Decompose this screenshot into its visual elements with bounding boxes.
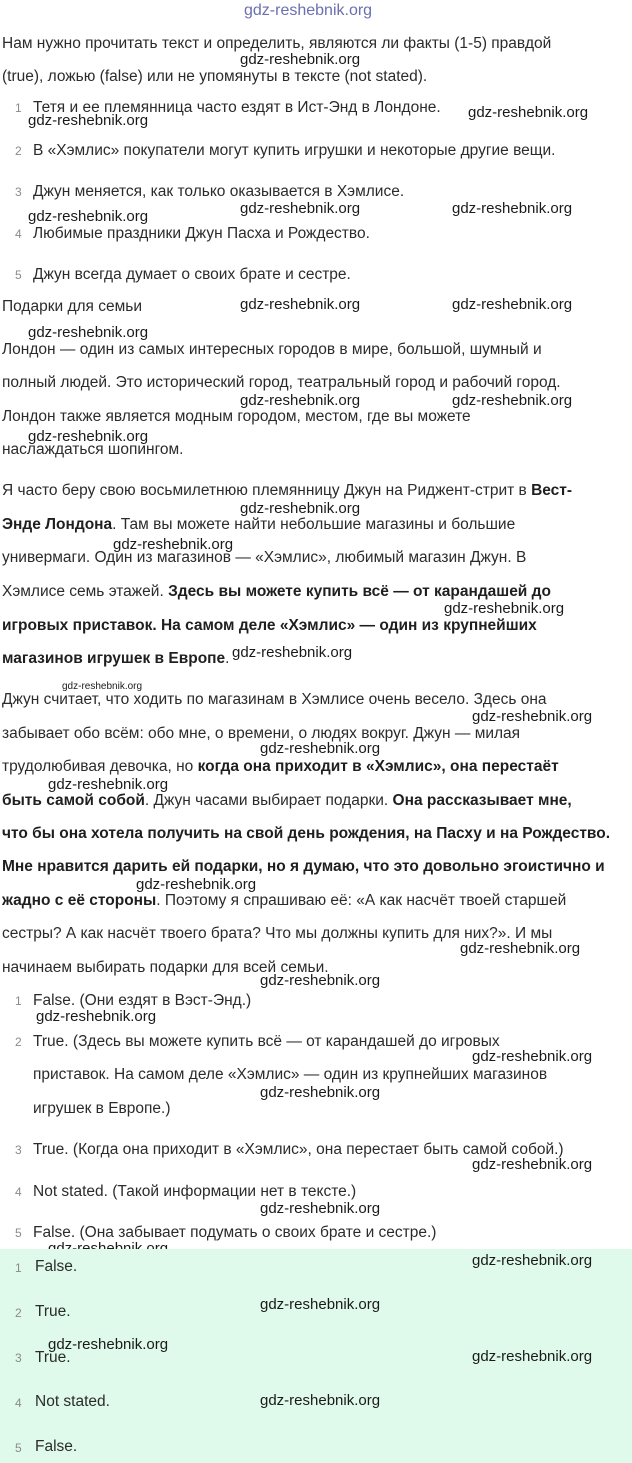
watermark: gdz-reshebnik.org — [260, 1296, 381, 1313]
watermark: gdz-reshebnik.org — [232, 644, 353, 661]
watermark: gdz-reshebnik.org — [472, 708, 593, 725]
statement-text: Джун меняется, как только оказывается в Хэмлисе. — [33, 183, 405, 200]
paragraph-line: Энде Лондона. Там вы можете найти небольшие магазины и большие — [2, 516, 516, 533]
paragraph-line: трудолюбивая девочка, но когда она приходит в «Хэмлис», она перестаёт — [2, 758, 559, 775]
statement-text: Джун всегда думает о своих брате и сестре. — [33, 266, 351, 283]
paragraph-line: жадно с её стороны. Поэтому я спрашиваю её: «А как насчёт твоей старшей — [2, 892, 567, 909]
explanation-text: False. (Она забывает подумать о своих брате и сестре.) — [33, 1224, 437, 1241]
answer-text: False. — [35, 1438, 78, 1455]
watermark: gdz-reshebnik.org — [460, 940, 581, 957]
watermark: gdz-reshebnik.org — [48, 1336, 169, 1353]
watermark: gdz-reshebnik.org — [113, 536, 234, 553]
text-title: Подарки для семьи — [2, 298, 142, 315]
explanation-number: 1 — [15, 994, 22, 1008]
watermark: gdz-reshebnik.org — [468, 104, 589, 121]
answer-text: True. — [35, 1349, 71, 1366]
statement-text: Любимые праздники Джун Пасха и Рождество. — [33, 225, 370, 242]
explanation-number: 3 — [15, 1143, 22, 1157]
watermark: gdz-reshebnik.org — [452, 392, 573, 409]
watermark: gdz-reshebnik.org — [260, 1200, 381, 1217]
watermark: gdz-reshebnik.org — [472, 1348, 593, 1365]
paragraph-line: Джун считает, что ходить по магазинам в Хэмлисе очень весело. Здесь она — [2, 691, 547, 708]
answer-text: False. — [35, 1258, 78, 1275]
paragraph-line: сестры? А как насчёт твоего брата? Что мы должны купить для них?». И мы — [2, 925, 553, 942]
watermark: gdz-reshebnik.org — [48, 776, 169, 793]
paragraph-line: игровых приставок. На самом деле «Хэмлис» — один из крупнейших — [2, 617, 537, 634]
watermark: gdz-reshebnik.org — [452, 200, 573, 217]
watermark: gdz-reshebnik.org — [62, 681, 143, 692]
watermark: gdz-reshebnik.org — [260, 740, 381, 757]
paragraph-line: что бы она хотела получить на свой день рождения, на Пасху и на Рождество. — [2, 825, 611, 842]
watermark: gdz-reshebnik.org — [136, 876, 257, 893]
paragraph-line: наслаждаться шопингом. — [2, 441, 184, 458]
watermark: gdz-reshebnik.org — [28, 324, 149, 341]
watermark: gdz-reshebnik.org — [472, 1048, 593, 1065]
watermark: gdz-reshebnik.org — [260, 972, 381, 989]
explanation-text: True. (Здесь вы можете купить всё — от карандашей до игровых — [33, 1033, 500, 1050]
watermark: gdz-reshebnik.org — [472, 1156, 593, 1173]
paragraph-line: забывает обо всём: обо мне, о времени, о людях вокруг. Джун — милая — [2, 725, 521, 742]
explanation-text: приставок. На самом деле «Хэмлис» — один из крупнейших магазинов — [33, 1066, 548, 1083]
task-line-1: Нам нужно прочитать текст и определить, являются ли факты (1-5) правдой — [2, 35, 552, 52]
explanation-number: 2 — [15, 1035, 22, 1049]
watermark: gdz-reshebnik.org — [240, 200, 361, 217]
watermark: gdz-reshebnik.org — [240, 51, 361, 68]
explanation-text: игрушек в Европе.) — [33, 1100, 171, 1117]
paragraph-line: полный людей. Это исторический город, театральный город и рабочий город. — [2, 374, 561, 391]
watermark: gdz-reshebnik.org — [240, 392, 361, 409]
paragraph-line: начинаем выбирать подарки для всей семьи. — [2, 959, 329, 976]
statement-number: 1 — [15, 101, 22, 115]
explanation-text: Not stated. (Такой информации нет в тексте.) — [33, 1183, 357, 1200]
statement-number: 4 — [15, 227, 22, 241]
paragraph-line: магазинов игрушек в Европе. — [2, 650, 230, 667]
explanation-number: 4 — [15, 1185, 22, 1199]
answer-number: 2 — [15, 1306, 22, 1320]
watermark: gdz-reshebnik.org — [28, 428, 149, 445]
answer-number: 5 — [15, 1441, 22, 1455]
watermark: gdz-reshebnik.org — [444, 600, 565, 617]
watermark-top[interactable]: gdz-reshebnik.org — [244, 2, 373, 19]
statement-text: В «Хэмлис» покупатели могут купить игрушки и некоторые другие вещи. — [33, 142, 556, 159]
paragraph-line: Я часто беру свою восьмилетнюю племянницу Джун на Риджент-стрит в Вест- — [2, 482, 573, 499]
paragraph-line: универмаги. Один из магазинов — «Хэмлис», любимый магазин Джун. В — [2, 549, 527, 566]
statement-number: 2 — [15, 144, 22, 158]
watermark: gdz-reshebnik.org — [452, 296, 573, 313]
watermark: gdz-reshebnik.org — [472, 1252, 593, 1269]
watermark: gdz-reshebnik.org — [240, 500, 361, 517]
statement-text: Тетя и ее племянница часто ездят в Ист-Энд в Лондоне. — [33, 99, 441, 116]
explanation-number: 5 — [15, 1226, 22, 1240]
paragraph-line: быть самой собой. Джун часами выбирает подарки. Она рассказывает мне, — [2, 792, 572, 809]
watermark: gdz-reshebnik.org — [36, 1008, 157, 1025]
paragraph-line: Хэмлисе семь этажей. Здесь вы можете купить всё — от карандашей до — [2, 583, 551, 600]
answer-text: Not stated. — [35, 1393, 110, 1410]
answer-number: 1 — [15, 1261, 22, 1275]
watermark: gdz-reshebnik.org — [28, 112, 149, 129]
task-line-2: (true), ложью (false) или не упомянуты в тексте (not stated). — [2, 68, 428, 85]
watermark: gdz-reshebnik.org — [260, 1392, 381, 1409]
paragraph-line: Лондон также является модным городом, местом, где вы можете — [2, 408, 471, 425]
paragraph-line: Лондон — один из самых интересных городов в мире, большой, шумный и — [2, 341, 542, 358]
explanation-text: False. (Они ездят в Вэст-Энд.) — [33, 992, 252, 1009]
answer-number: 3 — [15, 1351, 22, 1365]
watermark: gdz-reshebnik.org — [28, 208, 149, 225]
statement-number: 3 — [15, 185, 22, 199]
watermark: gdz-reshebnik.org — [260, 1084, 381, 1101]
answer-number: 4 — [15, 1396, 22, 1410]
statement-number: 5 — [15, 268, 22, 282]
answer-text: True. — [35, 1303, 71, 1320]
paragraph-line: Мне нравится дарить ей подарки, но я думаю, что это довольно эгоистично и — [2, 858, 605, 875]
watermark: gdz-reshebnik.org — [240, 296, 361, 313]
explanation-text: True. (Когда она приходит в «Хэмлис», она перестает быть самой собой.) — [33, 1141, 564, 1158]
